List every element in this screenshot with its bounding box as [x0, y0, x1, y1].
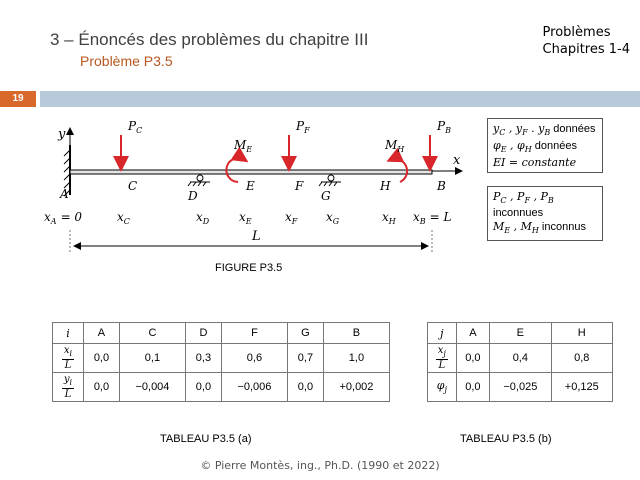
table-row — [53, 344, 390, 373]
point-d: D — [188, 189, 198, 203]
table-cell: 0,4 — [490, 344, 551, 373]
table-cell: C — [119, 323, 185, 344]
coord-xa: $x_A = 0$ — [44, 210, 83, 226]
table-cell: −0,006 — [221, 373, 287, 402]
table-cell: $\frac{x_i}{L}$ — [53, 344, 84, 373]
table-row — [53, 373, 390, 402]
table-a — [52, 322, 390, 402]
table-row — [428, 323, 613, 344]
slide-title: 3 – Énoncés des problèmes du chapitre III — [50, 30, 369, 49]
table-a-caption: TABLEAU P3.5 (a) — [160, 433, 252, 445]
table-b-caption: TABLEAU P3.5 (b) — [460, 433, 552, 445]
y-axis-label: y — [58, 127, 66, 142]
point-b: B — [437, 179, 446, 193]
table-cell: 1,0 — [323, 344, 389, 373]
table-cell: −0,004 — [119, 373, 185, 402]
length-label: L — [252, 229, 261, 244]
table-cell: H — [551, 323, 612, 344]
slide-subtitle: Problème P3.5 — [80, 53, 173, 69]
corner-line-2: Chapitres 1-4 — [542, 42, 630, 57]
figure-caption: FIGURE P3.5 — [215, 262, 283, 274]
coord-xg: $x_G$ — [326, 210, 340, 226]
table-cell: 0,0 — [83, 344, 119, 373]
table-cell: −0,025 — [490, 373, 551, 402]
slide-number: 19 — [0, 91, 36, 107]
table-cell: 0,0 — [456, 373, 489, 402]
table-cell: $\frac{y_i}{L}$ — [53, 373, 84, 402]
table-b — [427, 322, 613, 402]
table-cell: 0,3 — [185, 344, 221, 373]
table-cell: +0,002 — [323, 373, 389, 402]
moment-label-me: $M_E$ — [234, 138, 253, 154]
point-g: G — [321, 189, 331, 203]
roller-support-g — [319, 175, 341, 186]
moment-label-mh: $M_H$ — [385, 138, 405, 154]
coord-xf: $x_F$ — [285, 210, 298, 226]
table-cell: +0,125 — [551, 373, 612, 402]
table-row — [428, 373, 613, 402]
corner-line-1: Problèmes — [542, 25, 611, 40]
unknown-box: $P_C$ , $P_F$ , $P_B$ inconnues $M_E$ , $M_H$ inconnus — [487, 186, 603, 241]
coord-xe: $x_E$ — [239, 210, 252, 226]
x-axis-label: x — [453, 153, 461, 168]
point-a: A — [60, 187, 69, 201]
table-cell: 0,7 — [287, 344, 323, 373]
table-cell: B — [323, 323, 389, 344]
table-cell: i — [53, 323, 84, 344]
load-label-pb: $P_B$ — [437, 119, 451, 135]
table-cell: 0,0 — [83, 373, 119, 402]
table-cell: 0,1 — [119, 344, 185, 373]
table-cell: 0,8 — [551, 344, 612, 373]
table-cell: 0,0 — [287, 373, 323, 402]
coordinate-labels — [44, 210, 452, 226]
point-h: H — [380, 179, 391, 193]
table-cell: D — [185, 323, 221, 344]
table-cell: A — [83, 323, 119, 344]
beam — [70, 170, 432, 174]
table-cell: j — [428, 323, 457, 344]
load-label-pf: $P_F$ — [296, 119, 310, 135]
footer-copyright: © Pierre Montès, ing., Ph.D. (1990 et 2022) — [200, 459, 440, 472]
table-cell: F — [221, 323, 287, 344]
coord-xh: $x_H$ — [382, 210, 396, 226]
point-c: C — [128, 179, 138, 193]
table-cell: A — [456, 323, 489, 344]
load-label-pc: $P_C$ — [128, 119, 143, 135]
given-box: $y_C$ , $y_F$ . $y_B$ données $\varphi_E$ , $\varphi_H$ données EI = constante — [487, 118, 603, 173]
length-dimension — [70, 229, 432, 252]
point-f: F — [295, 179, 304, 193]
table-cell: E — [490, 323, 551, 344]
table-cell: $\frac{x_j}{L}$ — [428, 344, 457, 373]
table-row — [428, 344, 613, 373]
point-labels — [59, 179, 446, 203]
roller-support-d — [188, 175, 210, 186]
coord-xc: $x_C$ — [117, 210, 130, 226]
table-cell: G — [287, 323, 323, 344]
table-cell: 0,0 — [456, 344, 489, 373]
table-row — [53, 323, 390, 344]
point-e: E — [246, 179, 255, 193]
table-cell: 0,6 — [221, 344, 287, 373]
coord-xd: $x_D$ — [196, 210, 210, 226]
table-cell: $\varphi_j$ — [428, 373, 457, 402]
table-cell: 0,0 — [185, 373, 221, 402]
coord-xb: $x_B = L$ — [413, 210, 452, 226]
